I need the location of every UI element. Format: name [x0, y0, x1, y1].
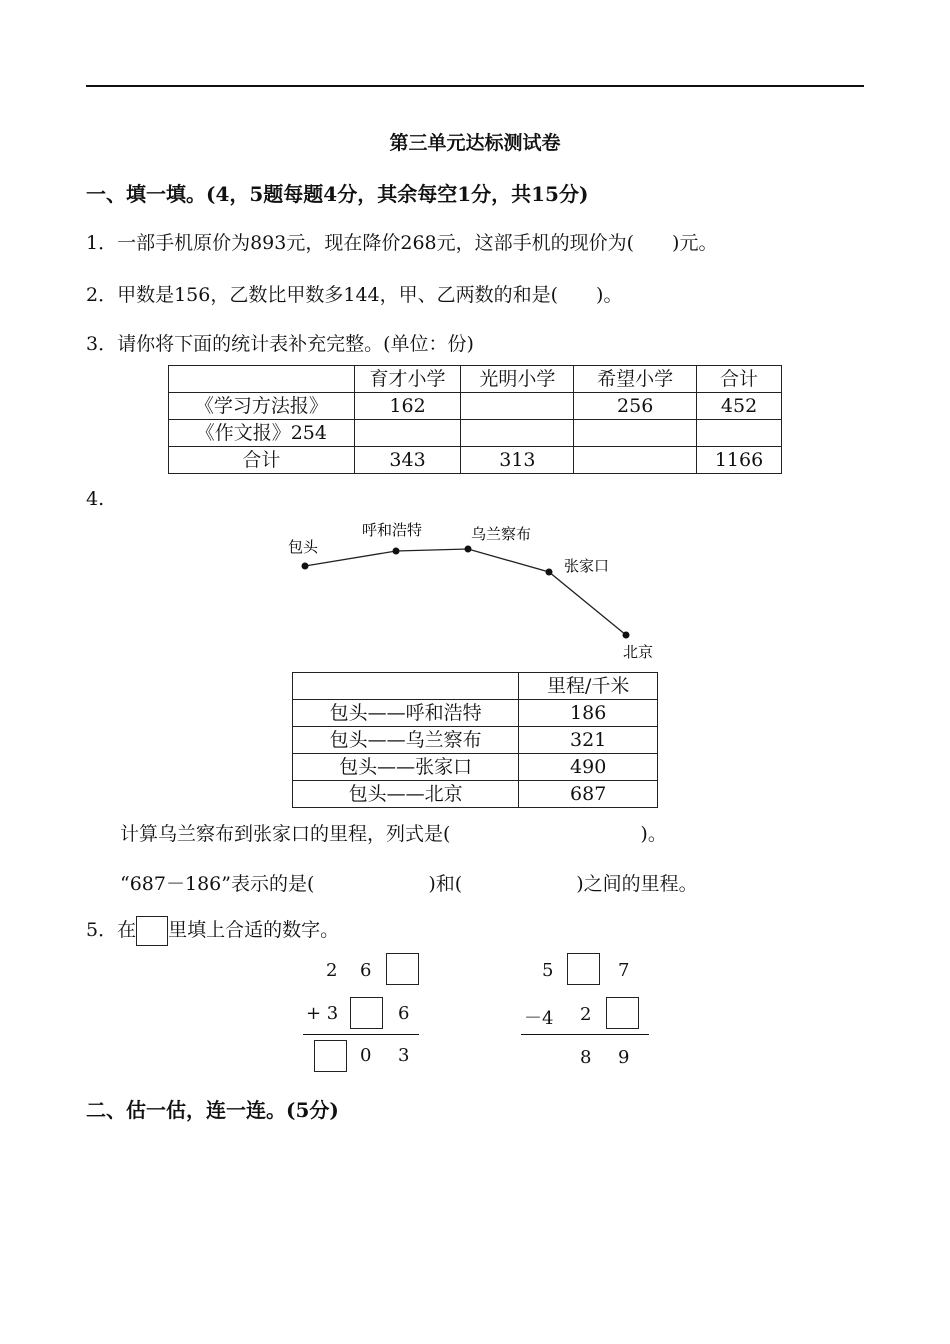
table-cell: 1166 [697, 447, 782, 474]
table-cell: 包头——北京 [293, 781, 519, 808]
section-1-heading: 一、填一填。(4，5题每题4分，其余每空1分，共15分) [86, 182, 589, 206]
table-row [293, 700, 658, 727]
digit: 0 [360, 1045, 372, 1066]
digit: 6 [360, 960, 372, 981]
table-cell: 343 [354, 447, 461, 474]
table-cell: 包头——乌兰察布 [293, 727, 519, 754]
city-dot-ulanqab [465, 546, 472, 553]
table-row [169, 447, 782, 474]
table-row [169, 420, 782, 447]
section-2-heading: 二、估一估，连一连。(5分) [86, 1098, 339, 1122]
table-cell: 光明小学 [461, 366, 574, 393]
table-cell: 包头——张家口 [293, 754, 519, 781]
digit: 2 [580, 1004, 592, 1025]
operand: + 3 [306, 1003, 339, 1024]
city-dot-beijing [623, 632, 630, 639]
question-4b: “687－186”表示的是( )和( )之间的里程。 [120, 873, 698, 895]
table-blank-cell[interactable] [697, 420, 782, 447]
top-rule [86, 85, 864, 87]
digit: 3 [398, 1045, 410, 1066]
city-label-baotou: 包头 [288, 538, 319, 556]
table-cell [293, 673, 519, 700]
blank-box[interactable] [350, 997, 383, 1029]
table-cell: 256 [574, 393, 697, 420]
blank-box[interactable] [314, 1040, 347, 1072]
table-blank-cell[interactable] [574, 447, 697, 474]
table-blank-cell[interactable] [574, 420, 697, 447]
question-4-number: 4. [86, 488, 105, 510]
city-dot-zhangjiakou [546, 569, 553, 576]
table-header-row [169, 366, 782, 393]
question-5-suffix: 里填上合适的数字。 [168, 919, 340, 941]
blank-box[interactable] [567, 953, 600, 985]
table-row [293, 781, 658, 808]
table-cell: 162 [354, 393, 461, 420]
question-4a: 计算乌兰察布到张家口的里程，列式是( )。 [120, 823, 667, 845]
table-row [293, 754, 658, 781]
sum-line [303, 1034, 419, 1035]
table-cell: 687 [519, 781, 658, 808]
table-cell: 包头——呼和浩特 [293, 700, 519, 727]
table-blank-cell[interactable] [461, 420, 574, 447]
table-cell: 186 [519, 700, 658, 727]
table-cell: 321 [519, 727, 658, 754]
table-row [293, 727, 658, 754]
city-label-beijing: 北京 [623, 643, 654, 661]
digit: 9 [618, 1047, 630, 1068]
question-1: 1．一部手机原价为893元，现在降价268元，这部手机的现价为( )元。 [86, 232, 718, 254]
table-cell: 育才小学 [354, 366, 461, 393]
route-map [270, 515, 690, 670]
table-blank-cell[interactable] [354, 420, 461, 447]
table-row [169, 393, 782, 420]
blank-box[interactable] [606, 997, 639, 1029]
question-5-prefix: 5．在 [86, 919, 137, 941]
city-dot-baotou [302, 563, 309, 570]
table-cell: 《学习方法报》 [169, 393, 355, 420]
table-cell: 里程/千米 [519, 673, 658, 700]
table-cell: 452 [697, 393, 782, 420]
city-label-zhangjiakou: 张家口 [564, 557, 610, 575]
question-3: 3．请你将下面的统计表补充完整。(单位：份) [86, 333, 474, 355]
difference-line [521, 1034, 649, 1035]
table-cell [169, 366, 355, 393]
digit: 5 [542, 960, 554, 981]
digit: 6 [398, 1003, 410, 1024]
table-cell: 合计 [169, 447, 355, 474]
answer-box-icon [136, 916, 168, 946]
operand: －4 [524, 1008, 554, 1029]
blank-box[interactable] [386, 953, 419, 985]
city-label-ulanqab: 乌兰察布 [471, 525, 532, 543]
table-cell: 313 [461, 447, 574, 474]
table-cell: 490 [519, 754, 658, 781]
city-label-hohhot: 呼和浩特 [362, 521, 423, 539]
digit: 7 [618, 960, 630, 981]
question-2: 2．甲数是156，乙数比甲数多144，甲、乙两数的和是( )。 [86, 284, 623, 306]
table-cell: 希望小学 [574, 366, 697, 393]
digit: 8 [580, 1047, 592, 1068]
statistics-table [168, 365, 782, 474]
table-blank-cell[interactable] [461, 393, 574, 420]
digit: 2 [326, 960, 338, 981]
table-cell: 《作文报》254 [169, 420, 355, 447]
distance-table [292, 672, 658, 808]
table-cell: 合计 [697, 366, 782, 393]
question-5 [86, 915, 339, 946]
table-header-row [293, 673, 658, 700]
page-title: 第三单元达标测试卷 [389, 132, 561, 154]
city-dot-hohhot [393, 548, 400, 555]
